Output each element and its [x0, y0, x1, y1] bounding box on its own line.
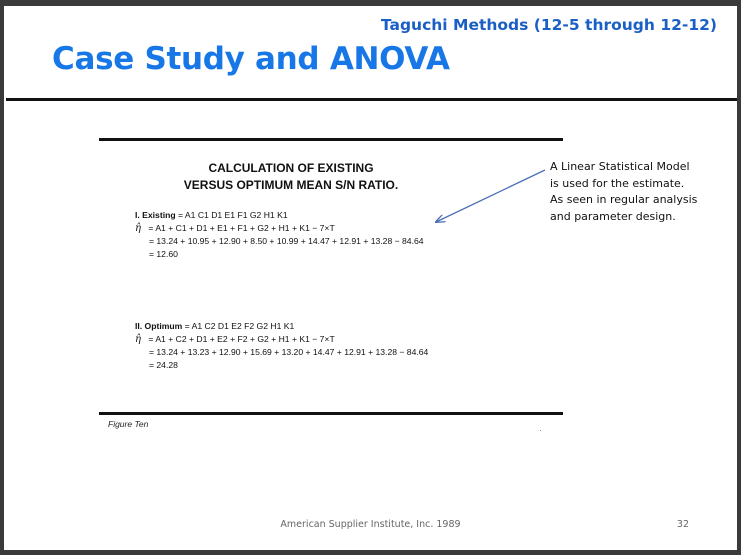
existing-values: = 13.24 + 10.95 + 12.90 + 8.50 + 10.99 + 14.47 + 12.91 + 13.28 − 84.64 [149, 236, 424, 247]
figure-caption: Figure Ten [108, 419, 149, 429]
figure-heading-line2: VERSUS OPTIMUM MEAN S/N RATIO. [183, 178, 399, 192]
figure-heading-line1: CALCULATION OF EXISTING [208, 161, 374, 175]
slide-title: Case Study and ANOVA [52, 41, 450, 77]
slide [4, 6, 737, 550]
optimum-setting: = A1 C2 D1 E2 F2 G2 H1 K1 [184, 321, 295, 331]
existing-result: = 12.60 [149, 248, 178, 259]
optimum-result: = 24.28 [149, 359, 178, 370]
existing-setting: = A1 C1 D1 E1 F1 G2 H1 K1 [177, 210, 288, 220]
page-number: 32 [676, 519, 689, 530]
annotation-note [550, 159, 734, 225]
optimum-values: = 13.24 + 13.23 + 12.90 + 15.69 + 13.20 + 14.47 + 12.91 + 13.28 − 84.64 [149, 347, 429, 358]
footer-source: American Supplier Institute, Inc. 1989 [280, 519, 461, 530]
annotation-line3: As seen in regular analysis [550, 193, 698, 206]
eta-hat-symbol: η̂ [135, 333, 141, 345]
eta-hat-symbol: η̂ [135, 222, 141, 234]
annotation-line4: and parameter design. [550, 209, 676, 223]
annotation-arrow-icon [4, 6, 737, 550]
existing-label: I. Existing [135, 210, 176, 220]
slide-subtitle: Taguchi Methods (12-5 through 12-12) [380, 16, 717, 34]
optimum-label: II. Optimum [135, 321, 183, 331]
optimum-model: = A1 + C2 + D1 + E2 + F2 + G2 + H1 + K1 − 7×T [148, 333, 335, 344]
annotation-line2: is used for the estimate. [550, 176, 685, 190]
existing-model: = A1 + C1 + D1 + E1 + F1 + G2 + H1 + K1 − 7×T [148, 222, 335, 233]
annotation-line1: A Linear Statistical Model [550, 160, 690, 173]
